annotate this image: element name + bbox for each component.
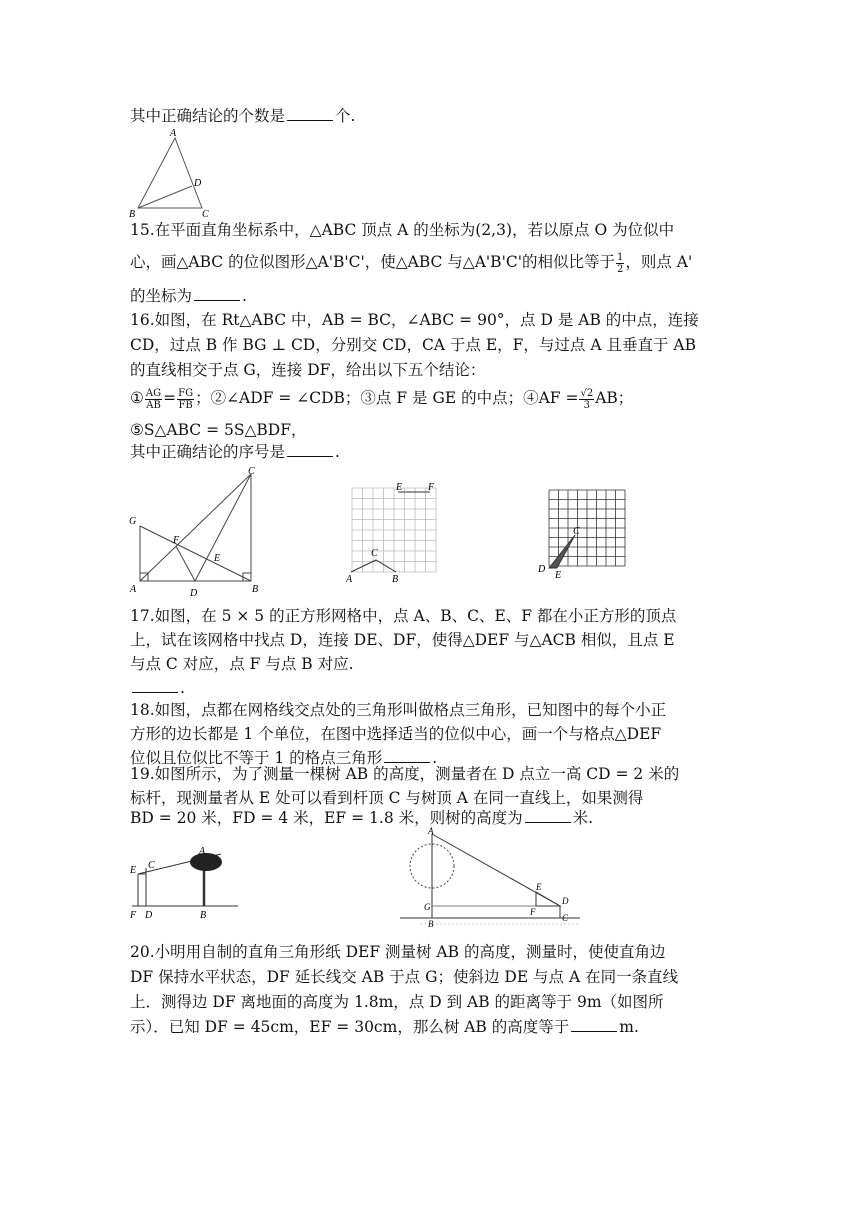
label-b: B [392, 574, 399, 585]
figure-q20-tree [400, 826, 590, 928]
q18-line1: 18.如图，点都在网格线交点处的三角形叫做格点三角形，已知图中的每个小正 [130, 701, 667, 719]
q19-line3: BD = 20 米，FD = 4 米，EF = 1.8 米，则树的高度为 米. [130, 806, 750, 830]
label-d: D [190, 588, 198, 599]
answer-blank[interactable] [194, 284, 240, 301]
q20-line1: 20.小明用自制的直角三角形纸 DEF 测量树 AB 的高度，测量时，使使直角边 [130, 943, 666, 961]
label-d: D [562, 896, 569, 906]
q18-line3: 位似且位似比不等于 1 的格点三角形 . [130, 746, 750, 770]
label-e: E [555, 570, 562, 581]
q14-line: 其中正确结论的个数是 个. [130, 104, 750, 128]
q20-line3: 上．测得边 DF 离地面的高度为 1.8m，点 D 到 AB 的距离等于 9m（如图所 [130, 993, 664, 1011]
label-c: C [562, 913, 569, 923]
label-b: B [129, 209, 136, 220]
label-a: A [199, 846, 206, 857]
label-e: E [130, 865, 137, 876]
label-d: D [538, 564, 546, 575]
q15-line3: 的坐标为 . [130, 284, 750, 308]
figure-q17-grid [346, 478, 446, 588]
label-f: F [173, 535, 180, 546]
q15-line1: 15.在平面直角坐标系中，△ABC 顶点 A 的坐标为(2,3)，若以原点 O 为位似中 [130, 221, 675, 239]
label-c: C [202, 209, 209, 220]
label-e: E [536, 882, 542, 892]
label-d: D [145, 910, 153, 920]
label-c: C [248, 466, 255, 477]
q17-answer: . [130, 676, 750, 700]
label-e: E [396, 482, 403, 493]
label-a: A [346, 574, 353, 585]
q17-line3: 与点 C 对应，点 F 与点 B 对应. [130, 655, 354, 673]
q17-line2: 上，试在该网格中找点 D，连接 DE、DF，使得△DEF 与△ACB 相似，且点 E [130, 631, 675, 649]
label-b: B [200, 910, 207, 920]
q16-line2: CD，过点 B 作 BG ⊥ CD，分别交 CD，CA 于点 E，F，与过点 A 且垂直于 AB [130, 336, 696, 354]
q16-line5: 其中正确结论的序号是 . [130, 440, 750, 464]
label-g: G [424, 902, 431, 912]
label-c: C [371, 548, 378, 559]
label-f: F [130, 910, 137, 920]
q20-line4: 示）．已知 DF = 45cm，EF = 30cm，那么树 AB 的高度等于 m. [130, 1015, 750, 1039]
q19-line1: 19.如图所示，为了测量一棵树 AB 的高度，测量者在 D 点立一高 CD = 2 米的 [130, 765, 680, 783]
label-f: F [530, 907, 536, 917]
answer-blank[interactable] [132, 676, 178, 693]
figure-q16 [126, 466, 266, 601]
q15-line2: 心，画△ABC 的位似图形△A'B'C'，使△ABC 与△A'B'C'的相似比等于 $\frac{1}{2}$ ，则点 A' [130, 251, 693, 275]
figure-q19-tree [126, 840, 246, 920]
q16-line1: 16.如图，在 Rt△ABC 中，AB = BC，∠ABC = 90°，点 D 是 AB 的中点，连接 [130, 311, 699, 329]
answer-blank[interactable] [287, 440, 333, 457]
label-b: B [428, 919, 434, 928]
q19-line2: 标杆，现测量者从 E 处可以看到杆顶 C 与树顶 A 在同一直线上，如果测得 [130, 789, 644, 807]
q16-conclusions: ① $\frac{AG}{AB}$ = $\frac{FG}{FB}$ ；②∠ADF = ∠CDB；③点 F 是 GE 的中点；④AF = $\frac{√2}{3}$ AB； [130, 387, 634, 411]
label-a: A [170, 128, 177, 139]
label-e: E [214, 553, 221, 564]
q16-line3: 的直线相交于点 G，连接 DF，给出以下五个结论： [130, 361, 486, 379]
label-b: B [252, 584, 259, 595]
q18-line2: 方形的边长都是 1 个单位，在图中选择适当的位似中心，画一个与格点△DEF [130, 725, 662, 743]
q16-conclusion5: ⑤S△ABC = 5S△BDF， [130, 421, 307, 439]
figure-q18-grid [535, 486, 635, 581]
label-d: D [194, 178, 202, 189]
q17-line1: 17.如图，在 5 × 5 的正方形网格中，点 A、B、C、E、F 都在小正方形的顶点 [130, 607, 677, 625]
answer-blank[interactable] [525, 806, 571, 823]
answer-blank[interactable] [287, 104, 333, 121]
q20-line2: DF 保持水平状态，DF 延长线交 AB 于点 G；使斜边 DE 与点 A 在同一条直线 [130, 968, 679, 986]
label-c: C [573, 526, 580, 537]
label-a: A [130, 584, 137, 595]
label-a: A [428, 826, 434, 836]
label-c: C [148, 860, 155, 871]
answer-blank[interactable] [384, 746, 430, 763]
label-g: G [129, 516, 137, 527]
figure-triangle-abc [126, 128, 216, 220]
answer-blank[interactable] [571, 1015, 617, 1032]
label-f: F [428, 482, 435, 493]
